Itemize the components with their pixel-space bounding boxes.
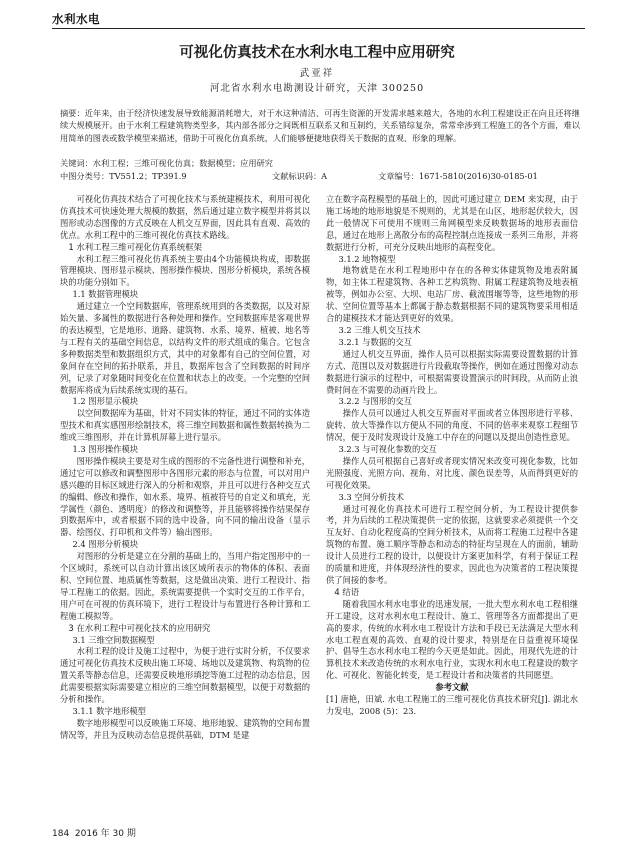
body-paragraph: 水利工程的设计及施工过程中，为便于进行实时分析，不仅要求通过可视化仿真技术反映出施工环境、场地以及建筑物、构筑物的位置关系等静态信息，还需要反映地形填挖等施工过程的动态信息，因此需要根据实际需要建立相应的三维空间数据模型，以便于对数据的分析和操作。 [60,646,310,705]
subsubsection-heading: 3.2.1 与数据的交互 [338,336,412,347]
section-heading: 1 水利工程三维可视化仿真系统框架 [68,241,203,252]
keywords: 关键词：水利工程；三维可视化仿真；数据模型；应用研究 [60,158,273,168]
subsection-heading: 3.3 空间分析技术 [338,491,405,502]
body-paragraph: 立在数字高程模型的基础上的，因此可通过建立 DEM 来实现，由于施工场地的地形地貌是不规则的，尤其是在山区，地形起伏较大，因此一般情况下可使用不规则三角网模型来反映数据场的地形表面信息，通过在地形上离散分布的高程控制点连接成一系列三角形，并将数据进行分析，可充分反映出地形的高程变化。 [326,194,578,252]
reference-item: [1] 唐艳，田斌. 水电工程施工的三维可视化仿真技术研究[J]. 湖北水力发电，2008 (5)：23. [326,694,578,716]
page-number: 184 [52,829,70,839]
body-paragraph: 以空间数据库为基础，针对不同实体的特征，通过不同的实体造型技术和真实感图形绘制技术，将三维空间数据和属性数据转换为二维或三维图形，并在计算机屏幕上进行显示。 [60,408,310,443]
journal-header [52,8,585,30]
article-number: 文章编号：1671-5810(2016)30-0185-01 [378,171,538,181]
body-paragraph: 可视化仿真技术结合了可视化技术与系统建模技术，利用可视化仿真技术可快速处理大规模的数据，然后通过建立数字模型并将其以图形或动态图像的方式反映在人机交互界面，因此具有直观、高效的优点。水利工程中的三维可视化仿真技术路线。 [60,194,310,240]
document-code: 文献标识码：A [272,171,328,181]
article-title: 可视化仿真技术在水利水电工程中应用研究 [179,45,455,61]
subsection-heading: 2.4 图形分析模块 [72,539,139,550]
references-heading: 参考文献 [435,682,469,693]
page-footer [52,826,136,839]
body-paragraph: 通过建立一个空间数据库，管理系统用到的各类数据，以及对原始矢量、多属性的数据进行各种处理和操作。空间数据库是客观世界的表达模型，它是地形、道路、建筑物、水系、境界、植被、地名等与工程有关的基础空间信息，以结构文件的形式组成的集合。它包含多种数据类型和数据组织方式，其中的对象都有自己的空间位置，对象间存在空间的拓扑联系，并且，数据库包含了空间数据的时间序列，记录了对象随时间变化在位置和状态上的改变。一个完整的空间数据库将成为后续系统实现的基石。 [60,301,310,395]
subsubsection-heading: 3.2.2 与图形的交互 [338,396,412,407]
subsection-heading: 1.3 图形操作模块 [72,444,139,455]
body-column-right [326,194,578,718]
issue-info: 2016 年 30 期 [74,829,136,839]
body-paragraph: 通过人机交互界面，操作人员可以根据实际需要设置数据的计算方式、范围以及对数据进行片段截取等操作，例如在通过图像对动态数据进行演示的过程中，可根据需要设置演示的时间段，从而防止浪费时间在不需要的动画片段上。 [326,348,578,395]
body-paragraph: 数字地形模型可以反映施工环境、地形地貌、建筑物的空间布置情况等，并且为反映动态信息提供基础，DTM 是建 [60,717,310,740]
classification-row [60,171,580,183]
body-paragraph: 水利工程三维可视化仿真系统主要由4个功能模块构成，即数据管理模块、图形显示模块、图形操作模块、图形分析模块，系统各模块的功能分别如下。 [60,253,310,288]
subsection-heading: 3.2 三维人机交互技术 [338,324,421,335]
subsubsection-heading: 3.1.2 地物模型 [338,253,396,264]
section-heading: 3 在水利工程中可视化技术的应用研究 [68,622,211,633]
body-paragraph: 随着我国水利水电事业的迅速发展，一批大型水利水电工程相继开工建设，这对水利水电工程设计、施工、管理等各方面都提出了更高的要求，传统的水利水电工程设计方法和手段已无法满足大型水利水电工程直观的高效、直观的设计要求，特别是在日益重视环境保护、倡导生态水利水电工程的今天更是如此。因此，用现代先进的计算机技术来改造传统的水利水电行业，实现水利水电工程建设的数字化、可视化、智能化转变，是工程设计者和决策者的共同愿望。 [326,598,578,681]
body-paragraph: 对图形的分析是建立在分割的基础上的，当用户指定图形中的一个区域时，系统可以自动计算出该区域所表示的物体的体积、表面积、空间位置、地质属性等数据，这是做出决策、进行工程设计、指导工程施工的依据。因此，系统需要提供一个实时交互的工作平台，用户可在可视的仿真环境下，进行工程设计与布置进行各种计算和工程施工模拟等。 [60,551,310,621]
body-paragraph: 操作人员可根据自己喜好或者现实情况来改变可视化参数，比如光照强度、光照方向、视角、对比度、颜色误差等，从而得到更好的可视化效果。 [326,455,578,490]
body-paragraph: 操作人员可以通过人机交互界面对平面或者立体图形进行平移、旋转、放大等操作以方便从不同的角度、不同的倍率来观察工程细节情况，便于及时发现设计及施工中存在的问题以及提出创造性意见。 [326,408,578,443]
subsection-heading: 1.1 数据管理模块 [72,289,139,300]
body-paragraph: 通过可视化仿真技术可进行工程空间分析，为工程设计提供参考，并为后续的工程决策提供一定的依据，这就要求必须提供一个交互友好、自动化程度高的空间分析技术，从而将工程施工过程中各建筑物的布置、施工顺序等静态和动态的特征均呈现在人的面前，辅助设计人员进行工程的设计，以便设计方案更加科学，有利于保证工程的质量和进度，并体现经济性的要求，因此也为决策者的工程决策提供了间接的参考。 [326,503,578,585]
subsubsection-heading: 3.1.1 数字地形模型 [72,705,146,716]
body-paragraph: 地物就是在水利工程地形中存在的各种实体建筑物及地表附属物，如主体工程建筑物、各种工艺构筑物、附属工程建筑物及地表植被等，例如办公室、大坝、电站厂房、截流围堰等等，这些地物的形状、空间位置等基本上都属于静态数据根据不同的建筑物要采用相适合的建模技术才能达到更好的效果。 [326,265,578,324]
subsubsection-heading: 3.2.3 与可视化参数的交互 [338,444,437,455]
author-affiliation: 河北省水利水电勘测设计研究，天津 300250 [209,83,425,94]
body-column-left [60,194,310,742]
clc-number: 中图分类号：TV551.2；TP391.9 [60,171,187,181]
subsection-heading: 1.2 图形显示模块 [72,396,139,407]
subsection-heading: 3.1 三维空间数据模型 [72,634,155,645]
section-heading: 4 结语 [334,586,360,597]
article-author: 武亚祥 [299,68,335,79]
header-rule [52,28,585,29]
abstract: 摘要：近年来，由于经济快速发展导致能源消耗增大，对于水这种清洁、可再生资源的开发需求越来越大，各地的水利工程建设正在向且还将继续大规模展开。由于水利工程建筑物类型多，其内部各部分之间既相互联系又和互制约，关系错综复杂，常常牵涉到工程施工的各个方面，难以用简单的图表或数学模型来描述，借助于可视化仿真系统，人们能够便捷地获得关于数据的直观、形象的理解。 [60,108,580,143]
body-paragraph: 图形操作模块主要是对生成的图形的不完备性进行调整和补充，通过它可以修改和调整图形中各图形元素的形态与位置，可以对用户感兴趣的目标区域进行深入的分析和观察，并且可以进行各种交互式的编辑、修改和操作，如水系、境界、植被符号的自定义和填充，光学属性（颜色、透明度）的修改和调整等，并且能够将操作结果保存到数据库中，或者根据不同的选中设备，向不同的输出设备（显示器、绘图仪、打印机和文件等）输出图形。 [60,455,310,538]
journal-label: 水利水电 [52,12,100,26]
